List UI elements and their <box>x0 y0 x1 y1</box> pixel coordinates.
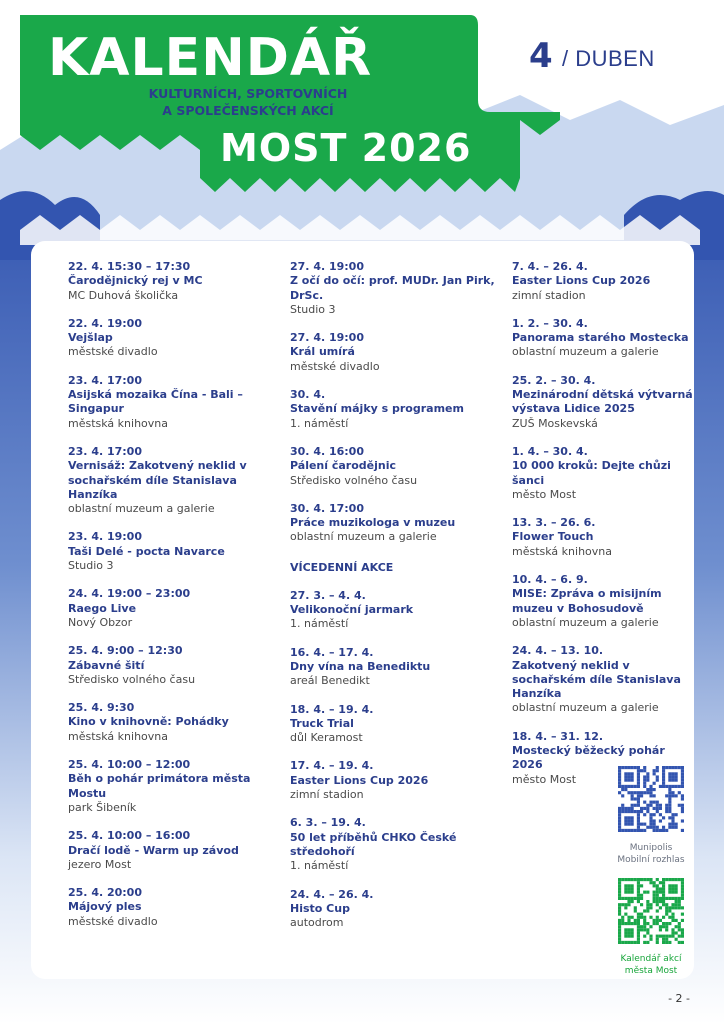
event-item <box>290 646 500 689</box>
qr-caption-line2: města Most <box>624 966 678 976</box>
event-date: 25. 4. 20:00 <box>68 886 142 900</box>
event-date: 25. 4. 10:00 – 12:00 <box>68 758 191 772</box>
event-place: oblastní muzeum a galerie <box>512 345 659 359</box>
event-place: důl Keramost <box>290 731 363 745</box>
qr-caption-line2: Mobilní rozhlas <box>617 855 685 865</box>
event-place: město Most <box>512 487 577 501</box>
event-item <box>68 445 278 516</box>
event-place: ZUŠ Moskevská <box>512 416 598 430</box>
event-item <box>68 587 278 630</box>
event-item <box>512 260 697 303</box>
event-title: Easter Lions Cup 2026 <box>512 274 651 288</box>
event-date: 1. 2. – 30. 4. <box>512 316 588 330</box>
event-place: zimní stadion <box>290 788 364 802</box>
event-item <box>68 886 278 929</box>
event-item <box>68 374 278 431</box>
event-title: Easter Lions Cup 2026 <box>290 773 429 787</box>
event-title: Zábavné šití <box>68 658 145 672</box>
event-date: 13. 3. – 26. 6. <box>512 516 596 530</box>
page-number: - 2 - <box>668 992 690 1005</box>
event-item <box>290 703 500 746</box>
event-place: městská knihovna <box>68 729 168 743</box>
event-title: Z očí do očí: prof. MUDr. Jan Pirk, DrSc. <box>290 274 495 302</box>
event-title: Mostecký běžecký pohár 2026 <box>512 744 665 772</box>
month-name: / DUBEN <box>562 46 655 71</box>
event-place: areál Benedikt <box>290 674 370 688</box>
event-place: oblastní muzeum a galerie <box>512 615 659 629</box>
event-place: městská knihovna <box>68 416 168 430</box>
event-date: 25. 4. 10:00 – 16:00 <box>68 829 191 843</box>
qr-code-munipolis[interactable] <box>618 766 684 832</box>
event-title: Práce muzikologa v muzeu <box>290 516 456 530</box>
event-item <box>68 260 278 303</box>
event-title: MISE: Zpráva o misijním muzeu v Bohosudově <box>512 587 662 615</box>
event-title: Kino v knihovně: Pohádky <box>68 715 229 729</box>
event-item <box>290 816 500 873</box>
event-date: 27. 4. 19:00 <box>290 260 364 273</box>
event-date: 30. 4. <box>290 388 326 402</box>
event-date: 18. 4. – 31. 12. <box>512 729 604 743</box>
event-place: 1. náměstí <box>290 617 349 631</box>
event-title: Velikonoční jarmark <box>290 603 414 617</box>
event-place: zimní stadion <box>512 288 586 302</box>
event-place: oblastní muzeum a galerie <box>512 701 659 715</box>
month-number: 4 <box>529 36 553 76</box>
event-title: Král umírá <box>290 345 355 359</box>
event-item <box>290 759 500 802</box>
event-item <box>68 530 278 573</box>
events-column-1 <box>68 260 278 943</box>
qr-caption-line1: Munipolis <box>629 843 673 853</box>
event-item <box>290 331 500 374</box>
event-item <box>290 589 500 632</box>
event-date: 24. 4. 19:00 – 23:00 <box>68 587 191 601</box>
event-title: Histo Cup <box>290 901 350 915</box>
event-date: 24. 4. – 13. 10. <box>512 644 604 658</box>
qr-caption-munipolis <box>596 842 706 866</box>
event-title: Raego Live <box>68 601 137 615</box>
event-title: Dračí lodě - Warm up závod <box>68 843 239 857</box>
event-date: 1. 4. – 30. 4. <box>512 444 588 458</box>
event-place: město Most <box>512 772 577 786</box>
event-place: jezero Most <box>68 857 132 871</box>
qr-code-calendar[interactable] <box>618 878 684 944</box>
page-title: KALENDÁŘ <box>48 28 373 88</box>
event-date: 10. 4. – 6. 9. <box>512 573 588 587</box>
event-place: oblastní muzeum a galerie <box>68 502 215 516</box>
event-date: 18. 4. – 19. 4. <box>290 702 374 716</box>
event-title: Dny vína na Benediktu <box>290 659 431 673</box>
multiday-heading: VÍCEDENNÍ AKCE <box>290 560 394 574</box>
city-year: MOST 2026 <box>220 126 472 170</box>
event-date: 25. 4. 9:30 <box>68 701 135 715</box>
event-title: Běh o pohár primátora města Mostu <box>68 772 251 800</box>
event-date: 6. 3. – 19. 4. <box>290 816 366 830</box>
event-date: 22. 4. 19:00 <box>68 316 142 330</box>
events-column-2 <box>290 260 500 944</box>
events-column-3 <box>512 260 697 801</box>
event-place: městské divadlo <box>68 345 158 359</box>
event-place: Nový Obzor <box>68 615 133 629</box>
event-date: 22. 4. 15:30 – 17:30 <box>68 260 191 273</box>
qr-caption-line1: Kalendář akcí <box>620 954 682 964</box>
event-item <box>68 829 278 872</box>
event-date: 17. 4. – 19. 4. <box>290 759 374 773</box>
event-item <box>290 260 500 317</box>
event-place: Středisko volného času <box>290 473 418 487</box>
event-title: Čarodějnický rej v MC <box>68 274 203 288</box>
event-title: Pálení čarodějnic <box>290 459 397 473</box>
event-item <box>68 644 278 687</box>
event-place: oblastní muzeum a galerie <box>290 530 437 544</box>
event-title: Zakotvený neklid v sochařském díle Stanislava Hanzíka <box>512 658 681 701</box>
event-title: 50 let příběhů CHKO České středohoří <box>290 830 457 858</box>
event-item <box>290 388 500 431</box>
event-item <box>512 516 697 559</box>
event-place: městské divadlo <box>290 359 380 373</box>
event-item <box>512 445 697 502</box>
event-item <box>68 758 278 815</box>
qr-caption-calendar <box>596 953 706 977</box>
event-place: autodrom <box>290 916 344 930</box>
subtitle-line2: A SPOLEČENSKÝCH AKCÍ <box>162 103 334 118</box>
event-title: Vejšlap <box>68 331 113 345</box>
event-date: 30. 4. 16:00 <box>290 444 364 458</box>
event-place: městské divadlo <box>68 914 158 928</box>
event-place: městská knihovna <box>512 544 612 558</box>
event-item <box>290 502 500 545</box>
event-place: park Šibeník <box>68 800 137 814</box>
event-title: Vernisáž: Zakotvený neklid v sochařském díle Stanislava Hanzíka <box>68 459 247 501</box>
event-place: Studio 3 <box>68 559 114 573</box>
event-date: 23. 4. 17:00 <box>68 444 142 458</box>
event-date: 25. 2. – 30. 4. <box>512 373 596 387</box>
event-item <box>512 573 697 630</box>
event-title: Stavění májky s programem <box>290 402 464 416</box>
event-date: 30. 4. 17:00 <box>290 501 364 515</box>
subtitle-line1: KULTURNÍCH, SPORTOVNÍCH <box>148 86 348 101</box>
event-item <box>290 445 500 488</box>
event-item <box>512 374 697 431</box>
event-title: Panorama starého Mostecka <box>512 331 689 345</box>
event-title: Taši Delé - pocta Navarce <box>68 544 225 558</box>
event-place: 1. náměstí <box>290 859 349 873</box>
event-item <box>68 701 278 744</box>
event-date: 24. 4. – 26. 4. <box>290 887 374 901</box>
event-date: 23. 4. 17:00 <box>68 373 142 387</box>
event-item <box>512 317 697 360</box>
event-item <box>290 888 500 931</box>
event-date: 27. 3. – 4. 4. <box>290 588 366 602</box>
event-place: 1. náměstí <box>290 416 349 430</box>
event-title: Asijská mozaika Čína - Bali – Singapur <box>68 388 243 416</box>
event-place: MC Duhová školička <box>68 288 179 302</box>
event-title: Májový ples <box>68 900 142 914</box>
event-title: Flower Touch <box>512 530 594 544</box>
event-date: 23. 4. 19:00 <box>68 530 142 544</box>
event-title: Truck Trial <box>290 716 354 730</box>
event-date: 27. 4. 19:00 <box>290 331 364 345</box>
event-item <box>512 644 697 715</box>
event-place: Středisko volného času <box>68 672 196 686</box>
event-item <box>68 317 278 360</box>
event-place: Studio 3 <box>290 302 336 316</box>
event-title: 10 000 kroků: Dejte chůzi šanci <box>512 459 671 487</box>
event-date: 7. 4. – 26. 4. <box>512 260 588 273</box>
event-title: Mezinárodní dětská výtvarná výstava Lidice 2025 <box>512 388 693 416</box>
event-date: 16. 4. – 17. 4. <box>290 645 374 659</box>
event-date: 25. 4. 9:00 – 12:30 <box>68 644 183 658</box>
